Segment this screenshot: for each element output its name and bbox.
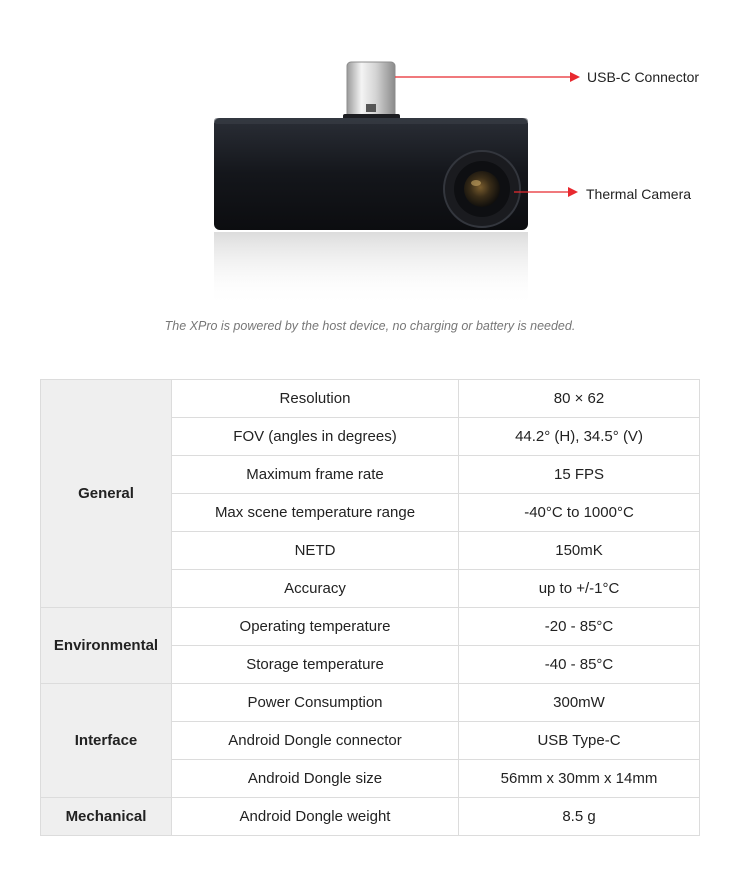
spec-label: Storage temperature <box>172 646 459 684</box>
spec-value: -40 - 85°C <box>459 646 700 684</box>
spec-label: Android Dongle size <box>172 760 459 798</box>
spec-label: NETD <box>172 532 459 570</box>
thermal-arrow-icon <box>568 187 578 197</box>
spec-label: Accuracy <box>172 570 459 608</box>
usb-c-connector-label: USB-C Connector <box>587 69 700 85</box>
thermal-camera-label: Thermal Camera <box>586 186 692 202</box>
spec-value: USB Type-C <box>459 722 700 760</box>
thermal-dongle-image <box>0 0 750 340</box>
spec-group-label: Environmental <box>41 608 172 684</box>
spec-group-label: General <box>41 380 172 608</box>
usb-c-arrow-icon <box>570 72 580 82</box>
power-caption: The XPro is powered by the host device, no charging or battery is needed. <box>164 319 576 333</box>
spec-value: 56mm x 30mm x 14mm <box>459 760 700 798</box>
spec-label: Android Dongle connector <box>172 722 459 760</box>
spec-value: 8.5 g <box>459 798 700 836</box>
spec-group-label: Mechanical <box>41 798 172 836</box>
spec-value: -40°C to 1000°C <box>459 494 700 532</box>
spec-label: Android Dongle weight <box>172 798 459 836</box>
spec-table <box>40 379 700 836</box>
spec-value: up to +/-1°C <box>459 570 700 608</box>
spec-label: Operating temperature <box>172 608 459 646</box>
spec-row <box>41 798 700 836</box>
spec-value: 150mK <box>459 532 700 570</box>
spec-row <box>41 608 700 646</box>
spec-value: 15 FPS <box>459 456 700 494</box>
spec-value: 300mW <box>459 684 700 722</box>
spec-group-label: Interface <box>41 684 172 798</box>
spec-value: -20 - 85°C <box>459 608 700 646</box>
spec-label: Resolution <box>172 380 459 418</box>
spec-row <box>41 684 700 722</box>
spec-label: Max scene temperature range <box>172 494 459 532</box>
product-hero <box>0 0 750 340</box>
spec-value: 80 × 62 <box>459 380 700 418</box>
spec-row <box>41 380 700 418</box>
spec-label: Maximum frame rate <box>172 456 459 494</box>
spec-value: 44.2° (H), 34.5° (V) <box>459 418 700 456</box>
spec-label: Power Consumption <box>172 684 459 722</box>
spec-label: FOV (angles in degrees) <box>172 418 459 456</box>
